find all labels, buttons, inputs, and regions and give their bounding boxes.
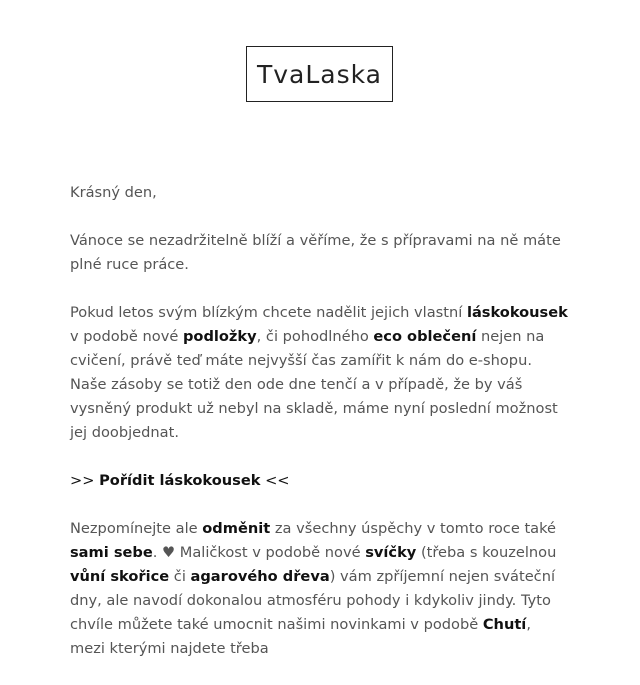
offer-paragraph <box>70 301 570 445</box>
text-segment: za všechny úspěchy v tomto roce také <box>270 520 557 537</box>
email-body <box>70 181 570 685</box>
highlight-odmenit: odměnit <box>202 520 271 537</box>
self-reward-paragraph <box>70 517 570 661</box>
intro-paragraph: Vánoce se nezadržitelně blíží a věříme, že s přípravami na ně máte plné ruce práce. <box>70 232 561 273</box>
text-segment: Pokud letos svým blízkým chcete nadělit jejich vlastní <box>70 304 467 321</box>
highlight-agaroveho-dreva: agarového dřeva <box>190 568 330 585</box>
text-segment: nejen na cvičení, právě teď máte nejvyšší čas zamířit k nám do e-shopu. Naše zásoby se totiž den ode dne tenčí a v případě, že by váš vysněný produkt už nebyl na skladě, máme nyní poslední možnost jej doobjednat. <box>70 328 558 441</box>
highlight-svicky: svíčky <box>365 544 417 561</box>
text-segment: či <box>169 568 191 585</box>
greeting-text: Krásný den, <box>70 184 157 201</box>
text-segment: , či pohodlného <box>256 328 374 345</box>
highlight-podlozky: podložky <box>182 328 257 345</box>
highlight-vune-skorice: vůní skořice <box>70 568 170 585</box>
text-segment: . ♥ Maličkost v podobě nové <box>152 544 366 561</box>
brand-logo[interactable]: TvaLaska <box>246 46 393 102</box>
cta-link[interactable]: Pořídit láskokousek <box>99 472 261 489</box>
cta-line <box>70 469 570 493</box>
cta-suffix: << <box>260 472 290 489</box>
text-segment: v podobě nové <box>70 328 183 345</box>
text-segment: ) vám zpříjemní nejen sváteční dny, ale navodí dokonalou atmosféru pohody i kdykoliv jindy. Tyto chvíle můžete také umocnit našimi novinkami v podobě <box>70 568 556 633</box>
highlight-sami-sebe: sami sebe <box>70 544 153 561</box>
text-segment: (třeba s kouzelnou <box>416 544 557 561</box>
highlight-laskokousek: láskokousek <box>466 304 568 321</box>
highlight-chuti: Chutí <box>482 616 527 633</box>
text-segment: Nezpomínejte ale <box>70 520 203 537</box>
highlight-eco-obleceni: eco oblečení <box>373 328 477 345</box>
text-segment: , mezi kterými najdete třeba <box>70 616 531 657</box>
cta-prefix: >> <box>70 472 100 489</box>
